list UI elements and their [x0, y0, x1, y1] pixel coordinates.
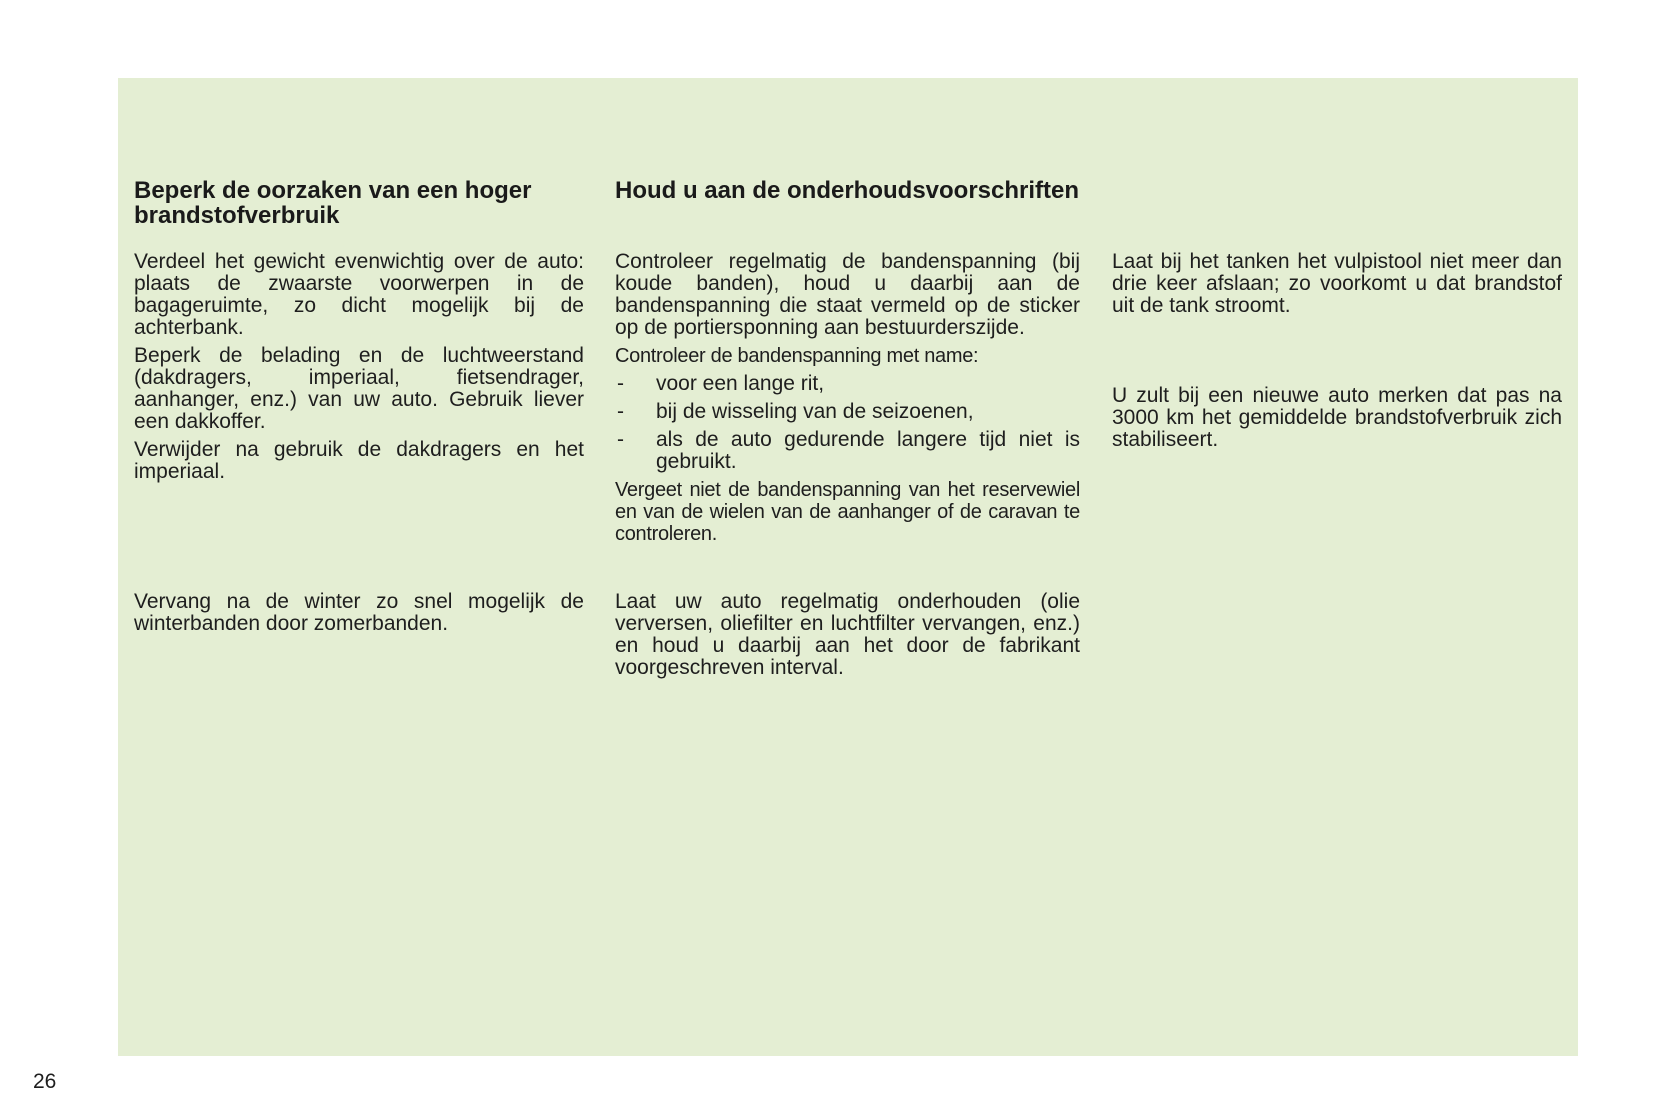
list-marker: - — [617, 428, 624, 451]
new-car-block — [1112, 385, 1562, 457]
paragraph-refuel: Laat bij het tanken het vulpistool niet meer dan drie keer afslaan; zo voorkomt u dat brandstof uit de tank stroomt. — [1112, 250, 1562, 317]
tyre-pressure-block — [615, 251, 1080, 551]
heading-fuel-consumption: Beperk de oorzaken van een hoger brandstofverbruik — [134, 177, 532, 229]
list-item — [615, 429, 1080, 473]
weight-and-load-block — [134, 251, 584, 489]
paragraph-maintenance-interval: Laat uw auto regelmatig onderhouden (olie verversen, oliefilter en luchtfilter vervangen, enz.) en houd u daarbij aan het door de fabrikant voorgeschreven interval. — [615, 590, 1080, 679]
list-item — [615, 373, 1080, 395]
list-marker: - — [617, 372, 624, 395]
paragraph-weight-distribution: Verdeel het gewicht evenwichtig over de auto: plaats de zwaarste voorwerpen in de bagageruimte, zo dicht mogelijk bij de achterbank. — [134, 250, 584, 339]
heading-maintenance: Houd u aan de onderhoudsvoorschriften — [615, 177, 1080, 204]
tyre-check-list — [615, 373, 1080, 473]
paragraph-remove-roof-rack: Verwijder na gebruik de dakdragers en het imperiaal. — [134, 438, 584, 483]
paragraph-tyre-check-intro: Controleer de bandenspanning met name: — [615, 345, 979, 367]
list-item — [615, 401, 1080, 423]
refuel-block — [1112, 251, 1562, 323]
paragraph-spare-wheel: Vergeet niet de bandenspanning van het reservewiel en van de wielen van de aanhanger of de caravan te controleren. — [615, 479, 1080, 545]
paragraph-new-car: U zult bij een nieuwe auto merken dat pas na 3000 km het gemiddelde brandstofverbruik zich stabiliseert. — [1112, 384, 1562, 451]
winter-tyres-block — [134, 591, 584, 641]
list-item-text: als de auto gedurende langere tijd niet is gebruikt. — [656, 428, 1080, 473]
page-number: 26 — [33, 1070, 57, 1093]
paragraph-winter-tyres: Vervang na de winter zo snel mogelijk de winterbanden door zomerbanden. — [134, 590, 584, 635]
maintenance-block — [615, 591, 1080, 685]
paragraph-tyre-pressure: Controleer regelmatig de bandenspanning (bij koude banden), houd u daarbij aan de bandenspanning die staat vermeld op de sticker op de portiersponning aan bestuurderszijde. — [615, 250, 1080, 339]
list-item-text: voor een lange rit, — [656, 372, 825, 395]
list-item-text: bij de wisseling van de seizoenen, — [656, 400, 974, 423]
paragraph-limit-load: Beperk de belading en de luchtweerstand (dakdragers, imperiaal, fietsendrager, aanhanger, enz.) van uw auto. Gebruik liever een dakkoffer. — [134, 344, 584, 433]
list-marker: - — [617, 400, 624, 423]
